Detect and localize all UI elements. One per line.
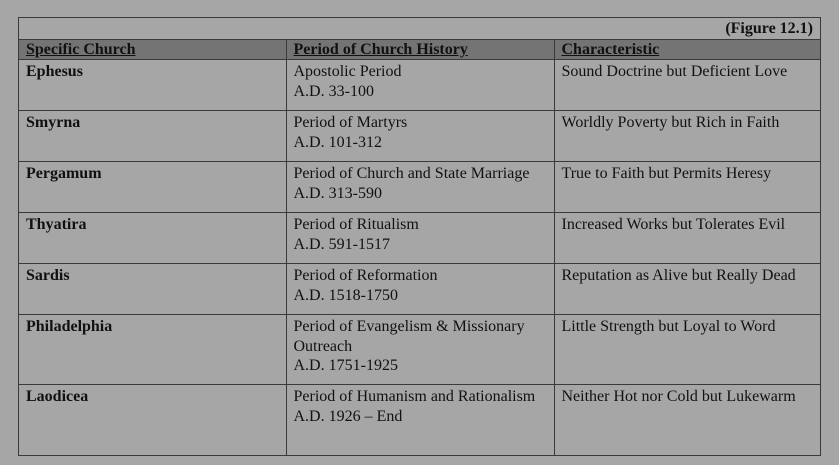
period-cell bbox=[286, 111, 554, 162]
period-dates: A.D. 591-1517 bbox=[293, 235, 390, 253]
period-name: Period of Humanism and Rationalism bbox=[293, 388, 536, 405]
period-cell bbox=[286, 264, 554, 315]
period-cell bbox=[286, 162, 554, 213]
header-period: Period of Church History bbox=[286, 40, 554, 60]
table-row bbox=[19, 385, 820, 456]
period-dates: A.D. 1751-1925 bbox=[293, 357, 398, 374]
period-cell bbox=[286, 60, 554, 111]
table-row bbox=[19, 111, 820, 162]
characteristic-cell: Reputation as Alive but Really Dead bbox=[554, 264, 820, 315]
caption-row bbox=[19, 18, 820, 40]
characteristic-cell: Neither Hot nor Cold but Lukewarm bbox=[554, 385, 820, 456]
church-name: Smyrna bbox=[19, 111, 286, 162]
header-church: Specific Church bbox=[19, 40, 286, 60]
characteristic-cell: True to Faith but Permits Heresy bbox=[554, 162, 820, 213]
figure-table bbox=[18, 17, 821, 456]
church-name: Pergamum bbox=[19, 162, 286, 213]
period-cell bbox=[286, 385, 554, 456]
period-name: Period of Reformation bbox=[293, 267, 438, 284]
period-dates: A.D. 1518-1750 bbox=[293, 286, 398, 304]
period-dates: A.D. 1926 – End bbox=[293, 407, 403, 425]
header-row bbox=[19, 40, 820, 60]
church-name: Philadelphia bbox=[19, 315, 286, 385]
church-history-table bbox=[19, 40, 820, 455]
characteristic-cell: Increased Works but Tolerates Evil bbox=[554, 213, 820, 264]
table-row bbox=[19, 213, 820, 264]
characteristic-cell: Sound Doctrine but Deficient Love bbox=[554, 60, 820, 111]
church-name: Laodicea bbox=[19, 385, 286, 456]
period-name: Period of Evangelism & Missionary Outreach bbox=[293, 318, 525, 355]
table-row bbox=[19, 60, 820, 111]
period-name: Apostolic Period bbox=[293, 63, 402, 80]
figure-caption: (Figure 12.1) bbox=[725, 20, 813, 37]
characteristic-cell: Little Strength but Loyal to Word bbox=[554, 315, 820, 385]
table-row bbox=[19, 162, 820, 213]
period-dates: A.D. 101-312 bbox=[293, 133, 382, 151]
church-name: Thyatira bbox=[19, 213, 286, 264]
period-name: Period of Martyrs bbox=[293, 114, 408, 131]
header-characteristic: Characteristic bbox=[554, 40, 820, 60]
period-cell bbox=[286, 213, 554, 264]
period-dates: A.D. 313-590 bbox=[293, 184, 382, 202]
period-cell bbox=[286, 315, 554, 385]
table-row bbox=[19, 315, 820, 385]
period-name: Period of Church and State Marriage bbox=[293, 165, 530, 182]
period-dates: A.D. 33-100 bbox=[293, 82, 374, 100]
table-row bbox=[19, 264, 820, 315]
church-name: Ephesus bbox=[19, 60, 286, 111]
church-name: Sardis bbox=[19, 264, 286, 315]
characteristic-cell: Worldly Poverty but Rich in Faith bbox=[554, 111, 820, 162]
period-name: Period of Ritualism bbox=[293, 216, 419, 233]
